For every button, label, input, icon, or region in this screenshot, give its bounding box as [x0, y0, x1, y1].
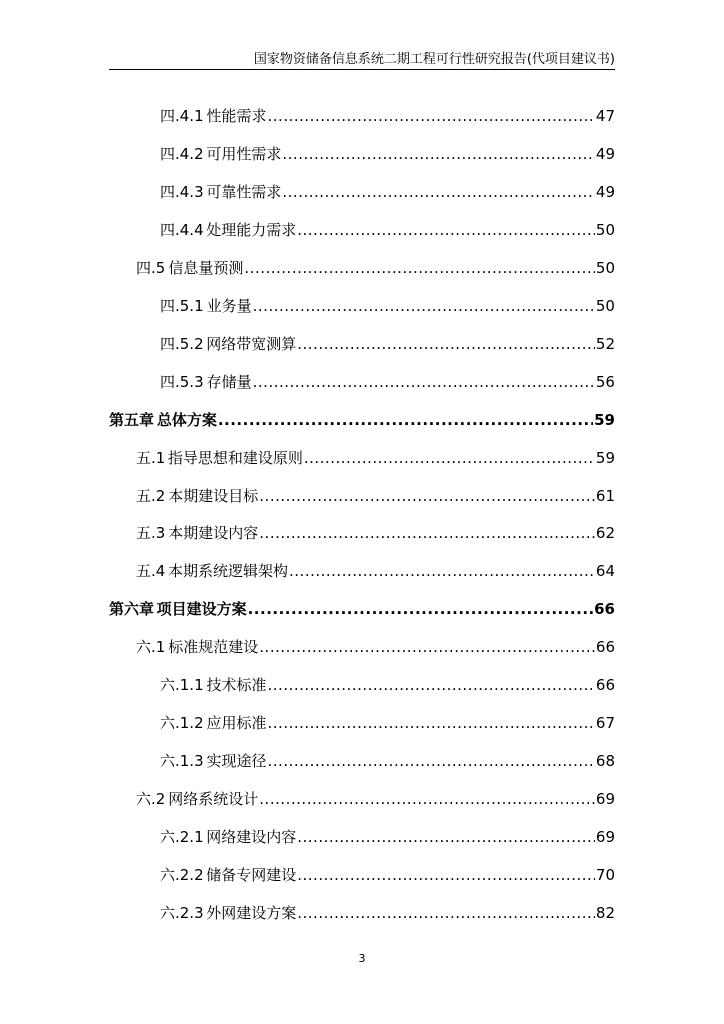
page-number: 3 [358, 952, 366, 965]
toc-entry-title: 信息量预测 [168, 259, 244, 277]
toc-entry-page: 69 [595, 790, 615, 808]
toc-entry-page: 68 [595, 752, 615, 770]
toc-entry-title: 应用标准 [206, 714, 267, 732]
toc-entry-number: 五.3 [136, 524, 166, 542]
toc-entry-number: 四.5 [136, 259, 166, 277]
toc-entry-page: 56 [595, 373, 615, 391]
toc-dot-leader [297, 865, 595, 885]
toc-dot-leader [297, 334, 595, 354]
toc-entry-title: 存储量 [206, 373, 252, 391]
toc-entry-title: 标准规范建设 [168, 638, 259, 656]
toc-entry[interactable] [136, 484, 615, 506]
toc-entry-page: 64 [595, 562, 615, 580]
toc-dot-leader [253, 296, 595, 316]
toc-entry-title: 性能需求 [206, 107, 267, 125]
toc-entry[interactable] [160, 673, 615, 695]
toc-entry-number: 五.4 [136, 562, 166, 580]
toc-entry[interactable] [136, 521, 615, 543]
toc-dot-leader [289, 561, 595, 581]
toc-entry-page: 61 [595, 487, 615, 505]
toc-entry-number: 四.4.1 [160, 107, 204, 125]
toc-entry[interactable] [160, 863, 615, 885]
toc-entry-number: 五.2 [136, 487, 166, 505]
toc-entry[interactable] [160, 142, 615, 164]
toc-entry-number: 四.5.3 [160, 373, 204, 391]
toc-entry-title: 项目建设方案 [156, 600, 247, 618]
toc-dot-leader [282, 144, 595, 164]
toc-entry-page: 69 [595, 828, 615, 846]
toc-entry[interactable] [109, 597, 615, 619]
toc-dot-leader [244, 258, 595, 278]
toc-entry-page: 49 [595, 183, 615, 201]
toc-entry-title: 总体方案 [156, 411, 217, 429]
toc-entry-title: 处理能力需求 [206, 221, 297, 239]
toc-entry-page: 66 [595, 676, 615, 694]
toc-entry-number: 六.2 [136, 790, 166, 808]
toc-entry-title: 指导思想和建设原则 [167, 449, 303, 467]
toc-entry-number: 六.2.1 [160, 828, 204, 846]
toc-entry-page: 59 [595, 449, 615, 467]
toc-dot-leader [297, 220, 595, 240]
toc-entry[interactable] [160, 104, 615, 126]
toc-entry-number: 六.2.3 [160, 904, 204, 922]
toc-dot-leader [268, 751, 595, 771]
toc-entry-page: 50 [595, 259, 615, 277]
toc-dot-leader [259, 523, 595, 543]
toc-entry-page: 82 [595, 904, 615, 922]
toc-dot-leader [268, 675, 595, 695]
toc-entry-page: 49 [595, 145, 615, 163]
toc-dot-leader [297, 827, 595, 847]
toc-entry[interactable] [160, 901, 615, 923]
toc-entry[interactable] [160, 218, 615, 240]
toc-entry-number: 四.5.2 [160, 335, 204, 353]
toc-dot-leader [248, 599, 594, 619]
toc-entry-page: 50 [595, 297, 615, 315]
toc-entry[interactable] [160, 332, 615, 354]
toc-entry-title: 业务量 [206, 297, 252, 315]
toc-entry-number: 第六章 [109, 600, 155, 618]
toc-entry-page: 62 [595, 524, 615, 542]
toc-entry-title: 可用性需求 [206, 145, 282, 163]
toc-dot-leader [268, 713, 595, 733]
toc-entry-title: 实现途径 [206, 752, 267, 770]
toc-entry-number: 五.1 [136, 449, 166, 467]
toc-entry-page: 70 [595, 866, 615, 884]
header-rule [109, 69, 615, 70]
toc-dot-leader [304, 448, 595, 468]
toc-entry[interactable] [160, 711, 615, 733]
toc-entry-page: 50 [595, 221, 615, 239]
toc-entry-number: 四.4.2 [160, 145, 204, 163]
toc-entry[interactable] [109, 408, 615, 430]
toc-entry[interactable] [136, 559, 615, 581]
toc-entry-title: 本期系统逻辑架构 [168, 562, 289, 580]
toc-dot-leader [218, 410, 593, 430]
toc-entry-title: 网络建设内容 [206, 828, 297, 846]
toc-entry[interactable] [160, 294, 615, 316]
toc-entry-number: 六.1.1 [160, 676, 204, 694]
header-title: 国家物资储备信息系统二期工程可行性研究报告(代项目建议书) [253, 52, 615, 67]
toc-entry[interactable] [160, 825, 615, 847]
toc-entry-number: 第五章 [109, 411, 155, 429]
toc-dot-leader [259, 486, 595, 506]
toc-dot-leader [259, 789, 595, 809]
toc-entry-number: 六.1 [136, 638, 166, 656]
toc-entry-title: 技术标准 [206, 676, 267, 694]
toc-entry-page: 66 [595, 638, 615, 656]
toc-entry[interactable] [160, 370, 615, 392]
toc-dot-leader [297, 903, 595, 923]
toc-dot-leader [268, 106, 595, 126]
toc-entry-title: 本期建设目标 [168, 487, 259, 505]
toc-entry[interactable] [160, 749, 615, 771]
toc-dot-leader [253, 372, 595, 392]
toc-dot-leader [259, 637, 595, 657]
toc-entry-number: 四.4.3 [160, 183, 204, 201]
toc-entry-number: 四.5.1 [160, 297, 204, 315]
toc-entry-page: 66 [594, 600, 615, 618]
toc-entry-title: 网络系统设计 [168, 790, 259, 808]
toc-entry-title: 本期建设内容 [168, 524, 259, 542]
toc-entry-page: 52 [595, 335, 615, 353]
toc-dot-leader [282, 182, 595, 202]
toc-entry[interactable] [160, 180, 615, 202]
toc-entry-number: 四.4.4 [160, 221, 204, 239]
toc-entry-title: 储备专网建设 [206, 866, 297, 884]
toc-entry-number: 六.1.3 [160, 752, 204, 770]
toc-entry-title: 可靠性需求 [206, 183, 282, 201]
toc-entry-number: 六.1.2 [160, 714, 204, 732]
toc-entry[interactable] [136, 256, 615, 278]
toc-entry[interactable] [136, 446, 615, 468]
toc-entry-page: 59 [594, 411, 615, 429]
toc-entry[interactable] [136, 635, 615, 657]
toc-entry-page: 47 [595, 107, 615, 125]
toc-entry-page: 67 [595, 714, 615, 732]
toc-entry-number: 六.2.2 [160, 866, 204, 884]
toc-entry-title: 外网建设方案 [206, 904, 297, 922]
toc-entry-title: 网络带宽测算 [206, 335, 297, 353]
toc-entry[interactable] [136, 787, 615, 809]
